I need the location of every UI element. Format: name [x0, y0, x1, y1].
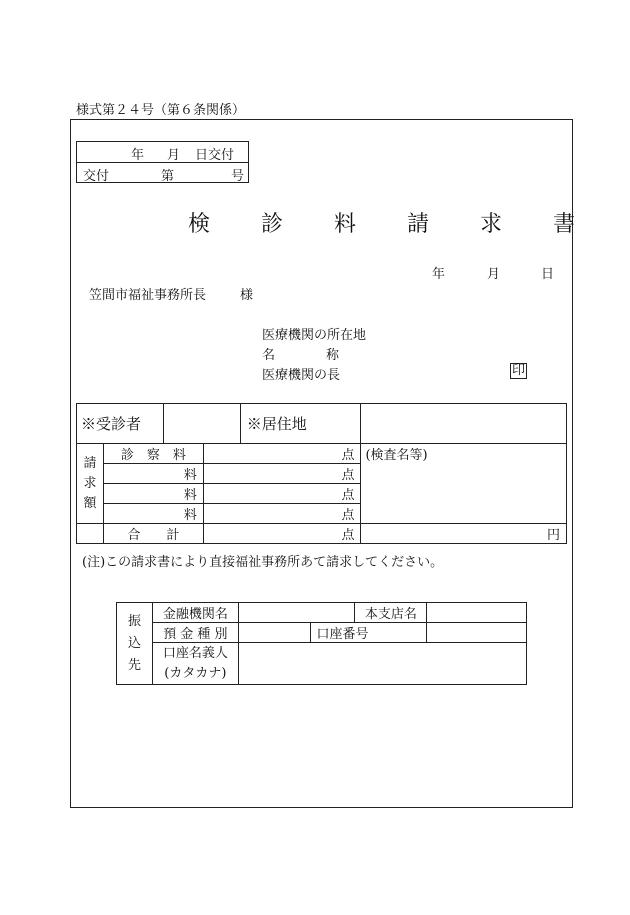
claim-total-points-unit: 点 [203, 524, 361, 544]
issue-year-label: 年 [131, 148, 145, 163]
bank-side-char: 先 [127, 657, 141, 673]
issue-month-label: 月 [167, 148, 181, 163]
account-holder-label [152, 643, 238, 685]
issue-number-row [77, 163, 248, 183]
account-holder-label-line2: (カタカナ) [164, 665, 227, 681]
claim-total-row [77, 524, 567, 544]
branch-label: 本支店名 [355, 603, 427, 623]
examinee-field[interactable] [163, 404, 240, 444]
claim-row-label: 料 [103, 504, 203, 524]
date-month-label: 月 [487, 267, 501, 282]
institution-name-label: 金融機関名 [152, 603, 238, 623]
institution-name-label-1: 名 [262, 348, 276, 363]
account-holder-field[interactable] [238, 643, 526, 685]
addressee-suffix: 様 [240, 288, 254, 303]
claim-table [76, 403, 567, 544]
institution-name-field[interactable] [238, 603, 355, 623]
claim-row [77, 444, 567, 464]
note-text: (注)この請求書により直接福祉事務所あて請求してください。 [82, 555, 444, 570]
claim-side-char: 請 [83, 455, 97, 471]
document-title: 検 診 料 請 求 書 [188, 212, 597, 237]
account-number-field[interactable] [427, 623, 527, 643]
issue-label: 交付 [83, 169, 110, 184]
issue-box [76, 141, 249, 183]
exam-name-cell[interactable] [361, 444, 567, 524]
claim-row-label: 診 察 料 [103, 444, 203, 464]
claim-row-label: 料 [103, 464, 203, 484]
claim-total-label: 合 計 [103, 524, 203, 544]
issue-number-label: 号 [231, 169, 245, 184]
bank-row [117, 623, 527, 643]
claim-row-unit: 点 [203, 464, 361, 484]
claim-total-yen-unit: 円 [361, 524, 567, 544]
claim-side-char: 額 [83, 495, 97, 511]
seal-mark: 印 [512, 363, 526, 378]
bank-side-label [117, 603, 153, 685]
form-number: 様式第２４号（第６条関係） [76, 103, 246, 118]
examinee-label: ※受診者 [77, 404, 164, 444]
claim-row-label: 料 [103, 484, 203, 504]
bank-side-char: 込 [127, 635, 141, 651]
claim-side-char: 求 [83, 475, 97, 491]
branch-field[interactable] [427, 603, 527, 623]
bank-row [117, 643, 527, 685]
issue-order-label: 第 [161, 169, 175, 184]
addressee: 笠間市福祉事務所長 [89, 288, 207, 303]
institution-name-label-2: 称 [326, 348, 340, 363]
claim-row-unit: 点 [203, 444, 361, 464]
bank-side-char: 振 [127, 613, 141, 629]
claim-side-label [77, 444, 104, 524]
account-number-label: 口座番号 [310, 623, 427, 643]
bank-table [116, 602, 527, 685]
residence-label: ※居住地 [240, 404, 361, 444]
claim-row-unit: 点 [203, 504, 361, 524]
bank-row [117, 603, 527, 623]
institution-head-label: 医療機関の長 [262, 368, 341, 383]
deposit-type-label: 預 金 種 別 [152, 623, 238, 643]
deposit-type-field[interactable] [238, 623, 310, 643]
patient-row [77, 404, 567, 444]
residence-field[interactable] [361, 404, 567, 444]
issue-day-label: 日交付 [195, 148, 235, 163]
date-year-label: 年 [432, 267, 446, 282]
exam-name-label: (検査名等) [365, 448, 428, 463]
claim-side-spacer [77, 524, 104, 544]
date-day-label: 日 [541, 267, 555, 282]
institution-address-label: 医療機関の所在地 [262, 328, 367, 343]
issue-date-row [77, 142, 248, 163]
claim-row-unit: 点 [203, 484, 361, 504]
account-holder-label-line1: 口座名義人 [162, 645, 228, 661]
